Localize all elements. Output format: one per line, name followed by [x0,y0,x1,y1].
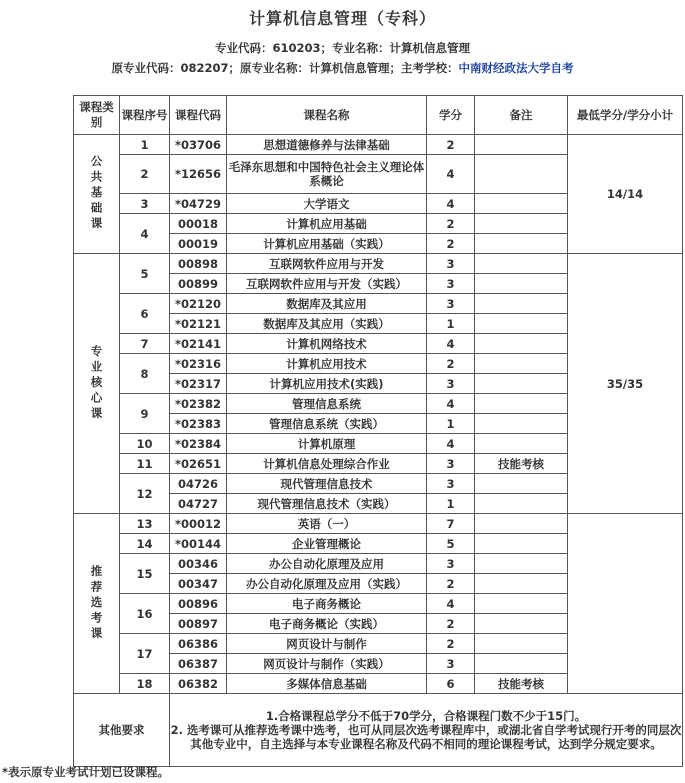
credit-cell: 3 [427,454,475,474]
seq-cell: 17 [120,634,170,674]
remark-cell [475,434,568,454]
course-name-cell: 大学语文 [227,194,427,214]
course-name-cell: 计算机应用基础 [227,214,427,234]
course-code-cell: 06382 [170,674,227,694]
requirement-line-1: 1.合格课程总学分不低于70学分，合格课程门数不少于15门。 [265,709,587,723]
remark-cell [475,135,568,155]
course-code-cell: 00897 [170,614,227,634]
remark-cell [475,514,568,534]
remark-cell [475,214,568,234]
remark-cell [475,614,568,634]
course-name-cell: 计算机原理 [227,434,427,454]
course-name-cell: 毛泽东思想和中国特色社会主义理论体系概论 [227,155,427,194]
remark-cell [475,254,568,274]
credit-cell: 3 [427,374,475,394]
credit-cell: 3 [427,274,475,294]
remark-cell [475,394,568,414]
course-name-cell: 互联网软件应用与开发 [227,254,427,274]
credit-cell: 1 [427,414,475,434]
seq-cell: 13 [120,514,170,534]
seq-cell: 3 [120,194,170,214]
course-name-cell: 计算机网络技术 [227,334,427,354]
seq-cell: 2 [120,155,170,194]
course-name-cell: 数据库及其应用 [227,294,427,314]
course-code-cell: *12656 [170,155,227,194]
credit-cell: 3 [427,294,475,314]
course-name-cell: 数据库及其应用（实践） [227,314,427,334]
category-cell: 公共基础课 [74,135,120,254]
credit-cell: 2 [427,574,475,594]
course-name-cell: 网页设计与制作（实践） [227,654,427,674]
credit-cell: 3 [427,554,475,574]
major-info-line: 专业代码：610203；专业名称：计算机信息管理 [214,41,470,55]
course-code-cell: *04729 [170,194,227,214]
credit-cell: 2 [427,214,475,234]
course-code-cell: *02383 [170,414,227,434]
course-code-cell: *02121 [170,314,227,334]
other-requirements-row [74,694,683,767]
subtotal-cell: 14/14 [568,135,683,254]
remark-cell [475,534,568,554]
remark-cell [475,314,568,334]
footnote: *表示原专业考试计划已设课程。 [2,765,170,779]
credit-cell: 3 [427,474,475,494]
course-code-cell: *00012 [170,514,227,534]
course-name-cell: 办公自动化原理及应用（实践） [227,574,427,594]
subtotal-cell: 35/35 [568,254,683,514]
course-name-cell: 现代管理信息技术 [227,474,427,494]
remark-cell [475,194,568,214]
course-name-cell: 办公自动化原理及应用 [227,554,427,574]
seq-cell: 10 [120,434,170,454]
other-requirements-label: 其他要求 [74,694,170,767]
table-row [74,514,683,534]
remark-cell [475,234,568,254]
table-row [74,254,683,274]
remark-cell [475,634,568,654]
course-name-cell: 计算机信息处理综合作业 [227,454,427,474]
course-code-cell: 00899 [170,274,227,294]
course-code-cell: 04727 [170,494,227,514]
seq-cell: 4 [120,214,170,254]
course-name-cell: 思想道德修养与法律基础 [227,135,427,155]
course-code-cell: 00346 [170,554,227,574]
exam-school-link[interactable]: 中南财经政法大学自考 [458,61,574,75]
remark-cell: 技能考核 [475,454,568,474]
header-seq: 课程序号 [120,96,170,135]
remark-cell [475,654,568,674]
other-requirements-content [170,694,683,767]
course-code-cell: 00347 [170,574,227,594]
credit-cell: 4 [427,194,475,214]
course-name-cell: 计算机应用技术(实践) [227,374,427,394]
remark-cell [475,155,568,194]
header-credit: 学分 [427,96,475,135]
course-code-cell: *02384 [170,434,227,454]
course-code-cell: *02141 [170,334,227,354]
remark-cell [475,414,568,434]
remark-cell: 技能考核 [475,674,568,694]
credit-cell: 4 [427,155,475,194]
course-name-cell: 计算机应用基础（实践） [227,234,427,254]
credit-cell: 7 [427,514,475,534]
remark-cell [475,494,568,514]
table-header-row [74,96,683,135]
course-code-cell: 00896 [170,594,227,614]
seq-cell: 9 [120,394,170,434]
remark-cell [475,374,568,394]
seq-cell: 11 [120,454,170,474]
course-code-cell: 00018 [170,214,227,234]
credit-cell: 4 [427,434,475,454]
page-title: 计算机信息管理（专科） [248,9,436,28]
seq-cell: 12 [120,474,170,514]
course-name-cell: 现代管理信息技术（实践） [227,494,427,514]
category-cell: 推荐选考课 [74,514,120,694]
credit-cell: 2 [427,354,475,374]
course-code-cell: *02120 [170,294,227,314]
remark-cell [475,354,568,374]
course-code-cell: 06387 [170,654,227,674]
seq-cell: 16 [120,594,170,634]
subtotal-cell [568,514,683,694]
credit-cell: 1 [427,494,475,514]
course-code-cell: 00898 [170,254,227,274]
credit-cell: 2 [427,234,475,254]
remark-cell [475,554,568,574]
course-name-cell: 网页设计与制作 [227,634,427,654]
credit-cell: 4 [427,334,475,354]
header-category: 课程类别 [74,96,120,135]
course-name-cell: 企业管理概论 [227,534,427,554]
course-code-cell: *00144 [170,534,227,554]
remark-cell [475,474,568,494]
seq-cell: 15 [120,554,170,594]
header-min-credit: 最低学分/学分小计 [568,96,683,135]
seq-cell: 7 [120,334,170,354]
credit-cell: 2 [427,135,475,155]
remark-cell [475,334,568,354]
category-cell: 专业核心课 [74,254,120,514]
course-code-cell: 06386 [170,634,227,654]
course-code-cell: *02382 [170,394,227,414]
original-major-info-line [0,60,685,76]
credit-cell: 1 [427,314,475,334]
course-name-cell: 管理信息系统（实践） [227,414,427,434]
remark-cell [475,574,568,594]
remark-cell [475,294,568,314]
remark-cell [475,274,568,294]
original-major-info-text: 原专业代码：082207；原专业名称：计算机信息管理；主考学校： [111,61,459,75]
course-plan-table [73,95,683,767]
course-name-cell: 多媒体信息基础 [227,674,427,694]
credit-cell: 2 [427,614,475,634]
credit-cell: 4 [427,394,475,414]
course-name-cell: 计算机应用技术 [227,354,427,374]
credit-cell: 3 [427,254,475,274]
course-code-cell: 00019 [170,234,227,254]
course-name-cell: 管理信息系统 [227,394,427,414]
table-row [74,135,683,155]
course-code-cell: 04726 [170,474,227,494]
seq-cell: 14 [120,534,170,554]
course-name-cell: 互联网软件应用与开发（实践） [227,274,427,294]
credit-cell: 2 [427,634,475,654]
seq-cell: 18 [120,674,170,694]
seq-cell: 6 [120,294,170,334]
course-name-cell: 电子商务概论（实践） [227,614,427,634]
course-code-cell: *03706 [170,135,227,155]
course-code-cell: *02317 [170,374,227,394]
credit-cell: 6 [427,674,475,694]
seq-cell: 5 [120,254,170,294]
credit-cell: 3 [427,654,475,674]
credit-cell: 5 [427,534,475,554]
requirement-line-2: 2. 选考课可从推荐选考课中选考，也可从同层次选考课程库中，或湖北省自学考试现行开考的同层次其他专业中，自主选择与本专业课程名称及代码不相同的理论课程考试，达到学分规定要求。 [170,723,682,751]
course-code-cell: *02316 [170,354,227,374]
header-remark: 备注 [475,96,568,135]
course-name-cell: 电子商务概论 [227,594,427,614]
credit-cell: 4 [427,594,475,614]
header-name: 课程名称 [227,96,427,135]
course-code-cell: *02651 [170,454,227,474]
seq-cell: 8 [120,354,170,394]
header-code: 课程代码 [170,96,227,135]
seq-cell: 1 [120,135,170,155]
course-name-cell: 英语（一） [227,514,427,534]
remark-cell [475,594,568,614]
